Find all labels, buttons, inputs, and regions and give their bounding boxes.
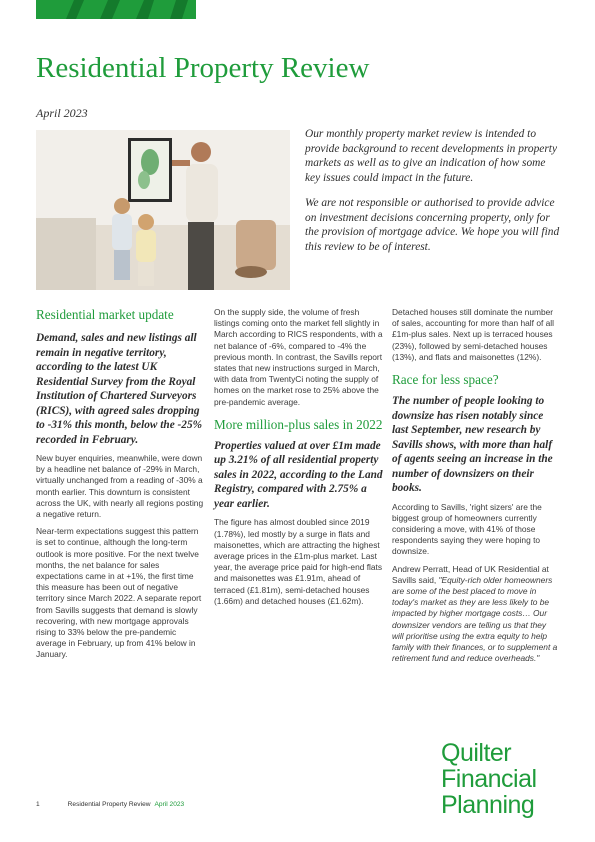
logo-line: Planning [441,791,535,819]
column-residential-market-update [36,306,204,667]
body-paragraph: New buyer enquiries, meanwhile, were down by a headline net balance of -29% in March, virtually unchanged from a reading of -30% a month earlier. This downturn is consistent across the UK, with nearly all regions posting a negative return. [36,453,204,520]
issue-date: April 2023 [36,106,88,120]
section-lead: Demand, sales and new listings all remain in negative territory, according to the latest UK Residential Survey from the Royal Institution of Chartered Surveyors (RICS), with agreed sales dropping to -31% this month, below the -25% recorded in February. [36,332,203,446]
banner-pattern-graphic [36,0,196,19]
section-lead: The number of people looking to downsize has risen notably since last September, new research by Savills shows, with more than half of agents seeing an increase in the number of downsizers on their books. [392,395,553,495]
body-paragraph: Near-term expectations suggest this pattern is set to continue, although the long-term outlook is more positive. For the next twelve months, the net balance for sales expectations came in at +1%, the first time this measure has been out of negative territory since March 2022. A separate report from Savills suggests that demand is slowly recovering, with new mortgage approvals rising to 33% below the pre-pandemic average in February, up from 41% below in January. [36,526,202,660]
column-race-for-less-space [392,307,560,670]
section-lead: Properties valued at over £1m made up 3.21% of all residential property sales in 2022, according to the Land Registry, compared with 2.75% a year earlier. [214,439,383,510]
body-paragraph: The figure has almost doubled since 2019 (1.78%), led mostly by a surge in flats and maisonettes, which are attracting the highest average prices in the £1m-plus market. Last year, the average price paid for high-end flats and maisonettes was £1.91m, ahead of terraced (£1.81m), semi-detached houses (1.66m) and detached houses (£1.62m). [214,517,383,606]
quilter-logo [441,740,537,818]
intro-section [305,127,563,265]
quote-attribution: Andrew Perratt, Head of UK Residential at Savills said, [392,563,549,585]
intro-paragraph: Our monthly property market review is intended to provide background to recent developments in property markets as well as to give an indication of how some key issues could impact in the future. [305,128,557,185]
page-number: 1 [36,801,40,808]
column-million-plus-sales [214,307,384,613]
quote-paragraph [392,564,560,665]
section-heading: Race for less space? [392,372,499,388]
hero-image-family-hanging-picture [36,130,290,290]
hero-illustration [36,130,290,290]
top-decorative-banner [36,0,196,19]
logo-line: Financial [441,765,537,793]
disclaimer-paragraph: We are not responsible or authorised to provide advice on investment decisions concerning property, only for the provision of mortgage advice. We hope you will find this review to be of interest. [305,196,560,253]
logo-line: Quilter [441,739,512,767]
page-title: Residential Property Review [36,52,370,84]
page-footer [36,801,184,808]
footer-doc-title: Residential Property Review [67,801,151,808]
body-paragraph: Detached houses still dominate the number of sales, accounting for more than half of all £1m-plus sales. Next up is terraced houses (23%), followed by semi-detached houses (13%), and flats and maisonettes (12%). [392,307,555,362]
quote-text: "Equity-rich older homeowners are some of the best placed to move in today's market as they are less likely to be impacted by higher mortgage costs… Our downsizer vendors are telling us that they will prioritise using the extra equity to help family with their finances, or to supplement a retirement fund and reduce overheads." [392,574,558,664]
body-paragraph: On the supply side, the volume of fresh listings coming onto the market fell slightly in March according to RICS respondents, with a net balance of -6%, compared to -4% the previous month. In contrast, the Savills report states that new instructions surged in March, with data from TwentyCi noting the supply of homes on the market rose to 25% above the pre-pandemic average. [214,307,383,407]
body-paragraph: According to Savills, 'right sizers' are the biggest group of homeowners currently considering a move, with 41% of those respondents saying they were hoping to downsize. [392,501,542,557]
section-heading: Residential market update [36,307,174,322]
section-heading: More million-plus sales in 2022 [214,416,383,432]
footer-doc-date: April 2023 [154,801,185,808]
